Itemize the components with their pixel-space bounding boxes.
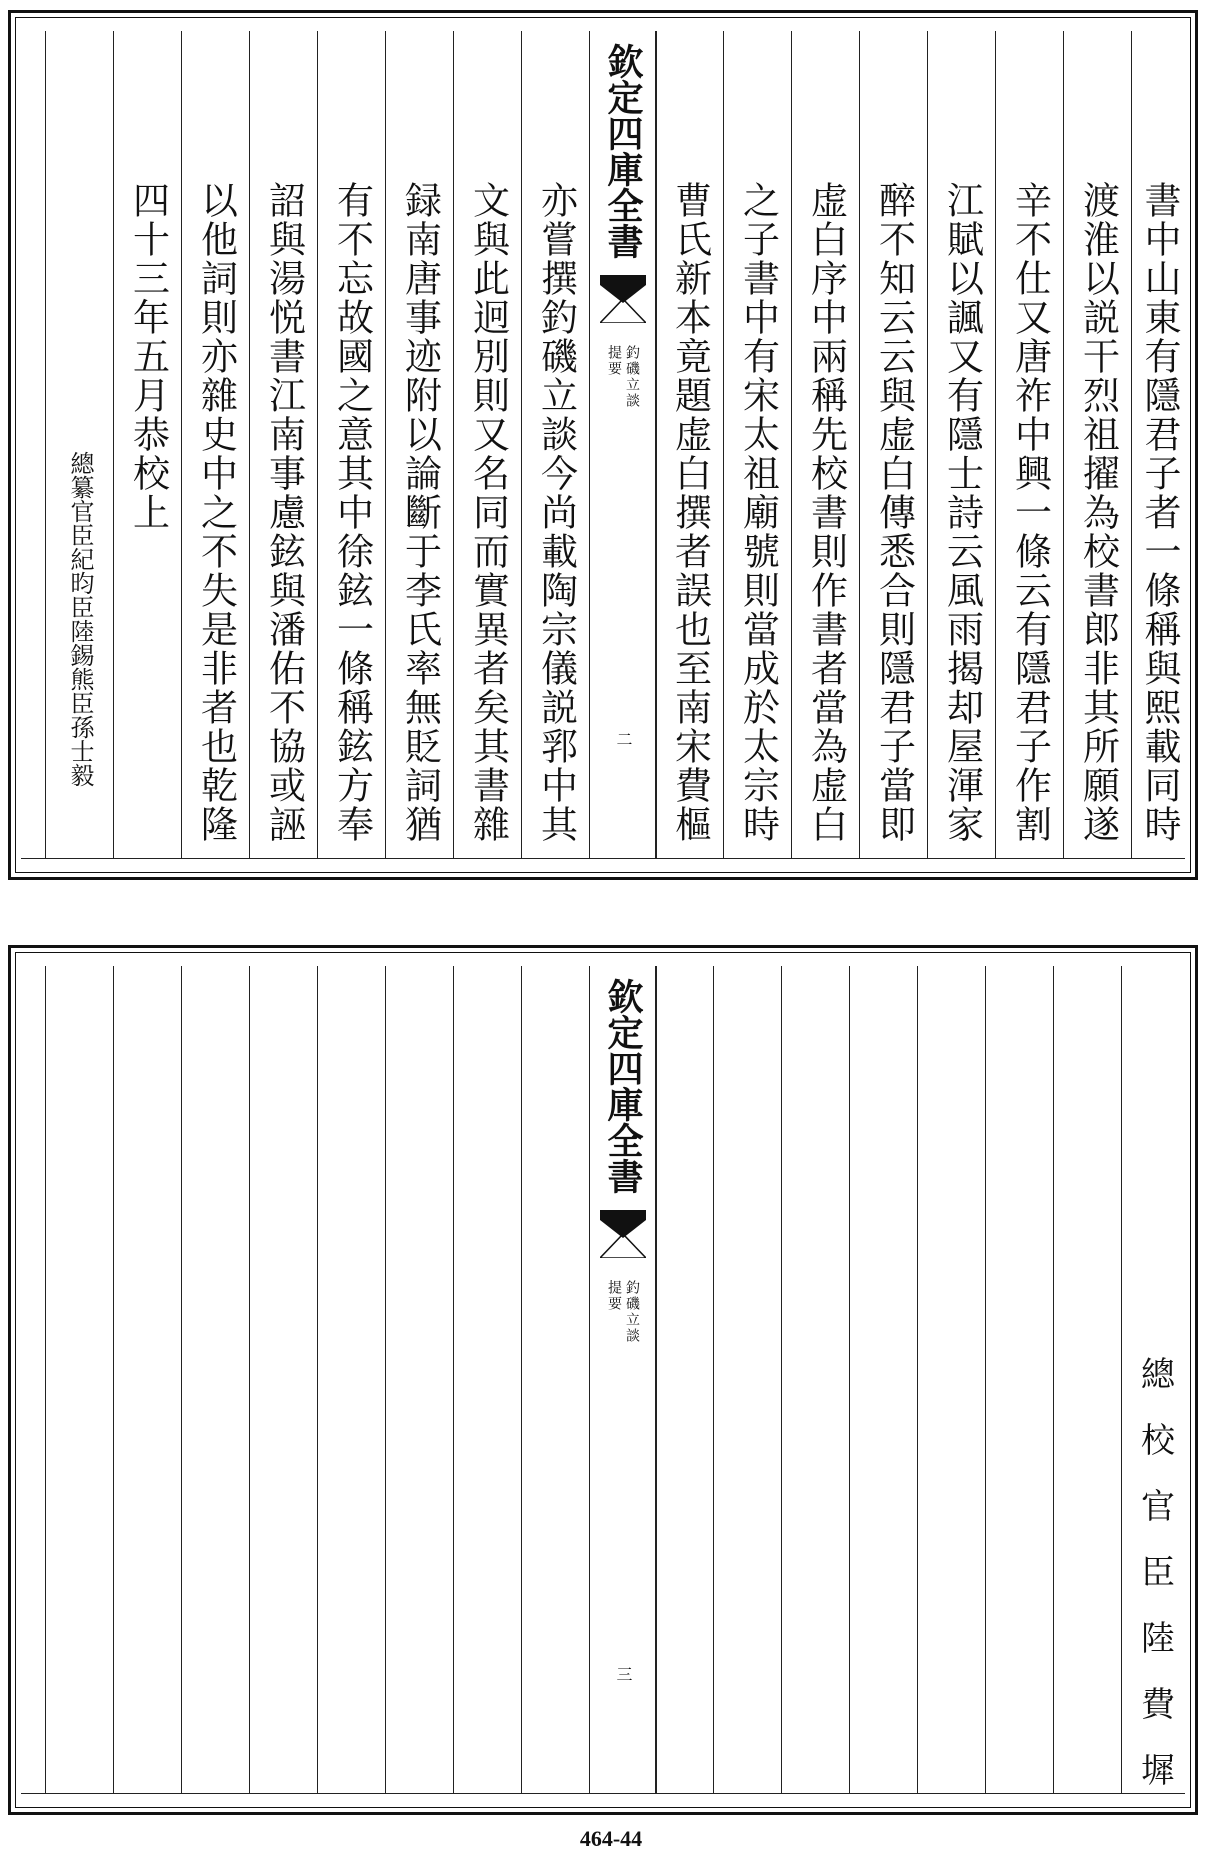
bottom-rule: [21, 858, 1185, 859]
column-text: 之子書中有宋太祖廟號則當成於太宗時: [736, 181, 780, 844]
column-text: 有不忘故國之意其中徐鉉一條稱鉉方奉: [330, 181, 374, 844]
page-number-footer: 464-44: [579, 1826, 643, 1851]
text-column: [249, 31, 318, 859]
text-column: [45, 31, 114, 859]
empty-column: [713, 966, 782, 1794]
book-meta: [607, 345, 639, 409]
column-text: 亦嘗撰釣磯立談今尚載陶宗儀説郛中其: [534, 181, 578, 844]
column-text: 詔與湯悦書江南事慮鉉與潘佑不協或誣: [262, 181, 306, 844]
text-column: [927, 31, 996, 859]
book-title: 釣磯立談: [624, 1280, 640, 1344]
book-series-title: 欽定四庫全書: [602, 43, 644, 259]
text-column: [1063, 31, 1132, 859]
text-column: [521, 31, 590, 859]
text-column: [1121, 966, 1187, 1818]
empty-column: [317, 966, 386, 1794]
folio-number: 二: [614, 731, 633, 747]
text-column: [723, 31, 792, 859]
empty-column: [45, 966, 114, 1794]
text-column: [181, 31, 250, 859]
center-fold: [589, 31, 657, 859]
book-series-title: 欽定四庫全書: [602, 978, 644, 1194]
empty-column: [781, 966, 850, 1794]
book-title: 釣磯立談: [624, 345, 640, 409]
empty-column: [1053, 966, 1122, 1794]
folio-number: 三: [614, 1666, 633, 1682]
text-column: [113, 31, 182, 859]
section-label: 提要: [606, 1280, 622, 1312]
column-text: 書中山東有隱君子者一條稱與熙載同時: [1138, 181, 1181, 844]
text-column: [791, 31, 860, 859]
compiler-signature: 總纂官臣紀昀臣陸錫熊臣孫士毅: [66, 451, 94, 787]
empty-column: [655, 966, 714, 1794]
column-text: 曹氏新本竟題虚白撰者誤也至南宋費樞: [668, 181, 712, 844]
text-column: [317, 31, 386, 859]
empty-column: [113, 966, 182, 1794]
column-text: 四十三年五月恭校上: [126, 181, 170, 532]
page-bottom: [8, 945, 1198, 1818]
section-label: 提要: [606, 345, 622, 377]
empty-column: [849, 966, 918, 1794]
text-column: [859, 31, 928, 859]
empty-column: [249, 966, 318, 1794]
empty-column: [521, 966, 590, 1794]
page-top: [8, 10, 1198, 880]
column-text: 辛不仕又唐祚中興一條云有隱君子作割: [1008, 181, 1052, 844]
column-text: 江賦以諷又有隱士詩云風雨揭却屋渾家: [940, 181, 984, 844]
text-column: [995, 31, 1064, 859]
empty-column: [453, 966, 522, 1794]
text-column: [1131, 31, 1187, 859]
column-text: 渡淮以説干烈祖擢為校書郎非其所願遂: [1076, 181, 1120, 844]
column-text: 文與此迥別則又名同而實異者矣其書雜: [466, 181, 510, 844]
book-meta: [607, 1280, 639, 1344]
margin-column: [21, 31, 45, 859]
empty-column: [917, 966, 986, 1794]
text-column: [385, 31, 454, 859]
proofreader-signature: 總校官臣陸費墀: [1134, 1356, 1175, 1818]
column-text: 録南唐事迹附以論斷于李氏率無貶詞猶: [398, 181, 442, 844]
margin-column: [21, 966, 45, 1794]
fish-tail-mark-icon: [600, 275, 646, 323]
text-column: [655, 31, 724, 859]
text-column: [453, 31, 522, 859]
bottom-rule: [21, 1793, 1185, 1794]
column-text: 醉不知云云與虚白傳悉合則隱君子當即: [872, 181, 916, 844]
column-text: 以他詞則亦雜史中之不失是非者也乾隆: [194, 181, 238, 844]
column-text: 虚白序中兩稱先校書則作書者當為虚白: [804, 181, 848, 844]
empty-column: [985, 966, 1054, 1794]
empty-column: [181, 966, 250, 1794]
center-fold: [589, 966, 657, 1794]
fish-tail-mark-icon: [600, 1210, 646, 1258]
empty-column: [385, 966, 454, 1794]
